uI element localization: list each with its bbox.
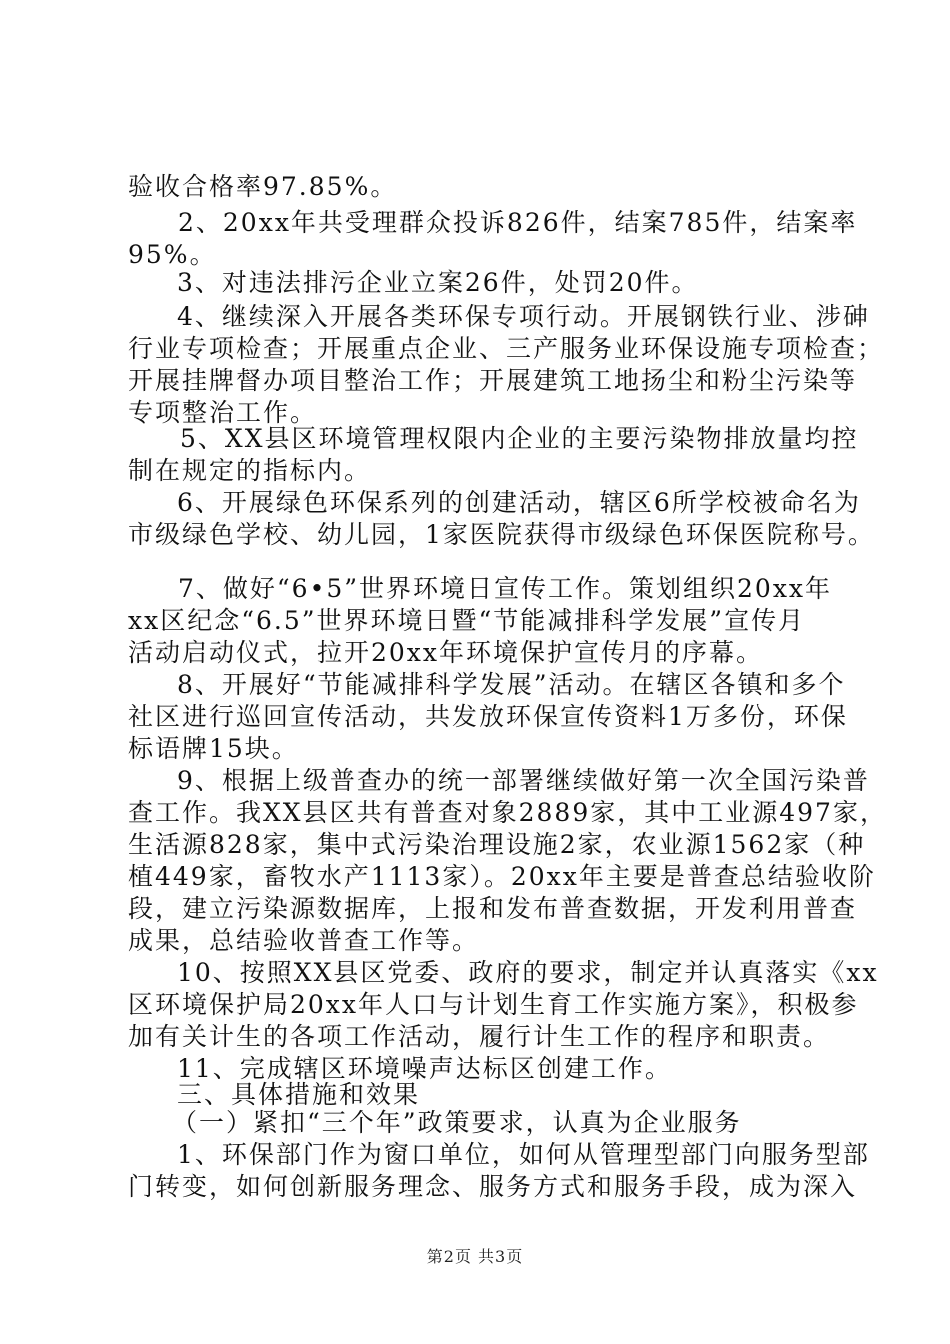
- text-line: 5、XX县区环境管理权限内企业的主要污染物排放量均控: [180, 424, 859, 453]
- text-line: 95%。: [128, 240, 217, 269]
- text-line: 活动启动仪式，拉开20xx年环境保护宣传月的序幕。: [128, 638, 764, 667]
- text-line: 4、继续深入开展各类环保专项行动。开展钢铁行业、涉砷: [177, 302, 870, 331]
- text-line: 10、按照XX县区党委、政府的要求，制定并认真落实《xx: [177, 958, 879, 987]
- text-line: 验收合格率97.85%。: [128, 172, 398, 201]
- text-line: 2、20xx年共受理群众投诉826件，结案785件，结案率: [178, 208, 858, 237]
- text-line: 社区进行巡回宣传活动，共发放环保宣传资料1万多份，环保: [128, 702, 848, 731]
- text-line: 6、开展绿色环保系列的创建活动，辖区6所学校被命名为: [177, 488, 861, 517]
- text-line: 门转变，如何创新服务理念、服务方式和服务手段，成为深入: [128, 1172, 858, 1201]
- text-line: 生活源828家，集中式污染治理设施2家，农业源1562家（种: [128, 830, 866, 859]
- text-line: 段，建立污染源数据库，上报和发布普查数据，开发利用普查: [128, 894, 858, 923]
- text-line: 市级绿色学校、幼儿园，1家医院获得市级绿色环保医院称号。: [128, 520, 875, 549]
- text-line: 制在规定的指标内。: [128, 456, 372, 485]
- text-line: 查工作。我XX县区共有普查对象2889家，其中工业源497家，: [128, 798, 887, 827]
- text-line: 3、对违法排污企业立案26件，处罚20件。: [177, 268, 699, 297]
- text-line: 9、根据上级普查办的统一部署继续做好第一次全国污染普: [177, 766, 870, 795]
- subsection-heading: （一）紧扣“三个年”政策要求，认真为企业服务: [172, 1108, 742, 1137]
- text-line: 标语牌15块。: [128, 734, 299, 763]
- text-line: 8、开展好“节能减排科学发展”活动。在辖区各镇和多个: [177, 670, 846, 699]
- text-line: 1、环保部门作为窗口单位，如何从管理型部门向服务型部: [177, 1140, 870, 1169]
- text-line: 7、做好“6•5”世界环境日宣传工作。策划组织20xx年: [178, 574, 833, 603]
- text-line: 区环境保护局20xx年人口与计划生育工作实施方案》，积极参: [128, 990, 859, 1019]
- text-line: 加有关计生的各项工作活动，履行计生工作的程序和职责。: [128, 1022, 831, 1051]
- text-line: 开展挂牌督办项目整治工作；开展建筑工地扬尘和粉尘污染等: [128, 366, 858, 395]
- text-line: 植449家，畜牧水产1113家）。20xx年主要是普查总结验收阶: [128, 862, 876, 891]
- text-line: 成果，总结验收普查工作等。: [128, 926, 480, 955]
- text-line: 行业专项检查；开展重点企业、三产服务业环保设施专项检查；: [128, 334, 885, 363]
- section-heading: 三、具体措施和效果: [177, 1080, 421, 1109]
- text-line: 专项整治工作。: [128, 398, 318, 427]
- text-line: 11、完成辖区环境噪声达标区创建工作。: [177, 1054, 672, 1083]
- page-footer: 第2页 共3页: [426, 1247, 524, 1266]
- text-line: xx区纪念“6.5”世界环境日暨“节能减排科学发展”宣传月: [128, 606, 806, 635]
